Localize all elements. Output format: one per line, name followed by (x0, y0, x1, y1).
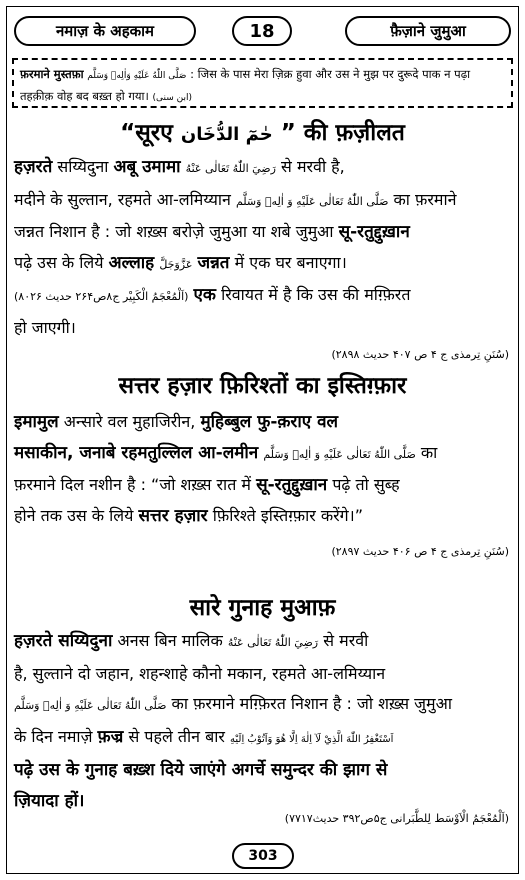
s2-line2 (14, 438, 511, 471)
s1-l1-text1: सय्यिदुना (57, 157, 109, 176)
s1-l5-text: रिवायत में है कि उस की मग़्फ़िरत (221, 285, 411, 304)
s2-l2-arabic: صَلَّى اللّٰهُ تَعَالٰى عَلَيْهِ وَ اٰلِهٖ وَسَلَّم (263, 447, 416, 461)
hadith-notice-box (12, 58, 513, 108)
section1-heading-pre: “सूरए (120, 120, 173, 146)
s1-l4-arabic: عَزَّوَجَلَّ (159, 257, 193, 271)
notice-source: (ابن سنی) (152, 93, 193, 103)
s3-l1-text2: से मरवी (323, 631, 369, 650)
s1-line4 (14, 248, 511, 281)
s2-l2-text: का (420, 442, 438, 462)
s1-l5-bold: एक (193, 285, 216, 305)
s3-l3-text: का फ़रमाने मग़्फ़िरत निशान है : जो शख़्स जुमुआ (171, 694, 452, 713)
s3-l1-arabic: رَضِيَ اللّٰهُ تَعَالٰى عَنْهُ (227, 636, 319, 649)
s2-l3-bold: सू-रतुद्दुख़ान (256, 475, 328, 495)
book-chapter-title: नमाज़ के अहकाम (14, 16, 196, 46)
s3-line5 (14, 755, 511, 786)
s3-line3 (14, 689, 511, 722)
s2-line1 (14, 407, 511, 438)
footer-page-number: 303 (232, 843, 294, 869)
s3-l3-arabic: صَلَّى اللّٰهُ تَعَالٰى عَلَيْهِ وَ اٰلِهٖ وَسَلَّم (14, 699, 167, 712)
s3-l4-bold: फ़ज्र (97, 726, 124, 747)
s1-l4-text1: पढ़े उस के लिये (14, 252, 104, 272)
s1-l3-text1: जन्नत निशान है : जो शख़्स बरोज़े जुमुआ या शबे जुमुआ (14, 222, 334, 241)
section1-heading (0, 115, 525, 147)
section2-heading: सत्तर हज़ार फ़िरिश्तों का इस्तिग़्फ़ार (118, 373, 407, 399)
s1-line5 (14, 280, 511, 313)
s3-l1-bold: हज़रते सय्यिदुना (14, 631, 113, 651)
section1-paragraph (14, 152, 511, 343)
section2-paragraph (14, 407, 511, 531)
section2-citation: (سُنَنِ تِرمذی ج ۴ ص ۴۰۶ حديث ۲۸۹۷) (331, 545, 509, 558)
s3-l4-arabic: اَسْتَغْفِرُ اللّٰهَ الَّذِيْ لَآ اِلٰهَ اِلَّا هُوَ وَاَتُوْبُ اِلَيْهِ (230, 733, 394, 745)
s1-l1-text2: से मरवी है, (281, 157, 345, 176)
s2-l2-bold: मसाकीन, जनाबे रहमतुल्लिल आ-लमीन (14, 442, 259, 463)
s3-l5-bold: पढ़े उस के गुनाह बख़्श दिये जाएंगे अगर्चे समुन्दर की झाग से (14, 760, 388, 780)
s2-l3-text2: पढ़े तो सुब्ह (332, 475, 400, 494)
header-page-number: 18 (232, 16, 292, 46)
s2-l4-text2: फ़िरिश्ते इस्तिग़्फ़ार करेंगे।” (212, 505, 364, 525)
notice-text: : जिस के पास मेरा ज़िक्र हुवा और उस ने मुझ पर दुरूदे पाक न पढ़ा तहक़ीक़ वोह बद बख़्त हो गया। (20, 67, 471, 103)
s2-l4-text1: होने तक उस के लिये (14, 505, 134, 525)
s3-line2 (14, 659, 511, 690)
section3-heading: सारे गुनाह मुआफ़ (189, 595, 336, 621)
s2-line3 (14, 470, 511, 501)
s3-l2-text: है, सुल्ताने दो जहान, शहन्शाहे कौनो मकान, रहमते आ-लमिय्यान (14, 663, 386, 683)
s1-l2-text1: मदीने के सुल्तान, रहमते आ-लमिय्यान (14, 189, 231, 209)
s3-l4-text2: से पहले तीन बार (128, 726, 225, 746)
s3-l1-text1: अनस बिन मालिक (117, 631, 223, 650)
s1-line2 (14, 185, 511, 218)
s2-l1-bold2: मुहिब्बुल फु-क़राए वल (200, 412, 339, 432)
s3-line1 (14, 626, 511, 659)
s1-l2-arabic: صَلَّى اللّٰهُ تَعَالٰى عَلَيْهِ وَ اٰلِهٖ وَسَلَّم (235, 194, 389, 208)
s3-l4-text1: के दिन नमाज़े (14, 726, 93, 746)
s1-l3-bold: सू-रतुद्दुख़ान (338, 222, 410, 242)
s1-l1-arabic: رَضِيَ اللّٰهُ تَعَالٰى عَنْهُ (185, 162, 276, 175)
section1-citation: (سُنَنِ تِرمذی ج ۴ ص ۴۰۷ حديث ۲۸۹۸) (331, 348, 509, 361)
s1-l4-bold2: जन्नत (197, 252, 230, 273)
s1-line3 (14, 217, 511, 248)
s2-l1-text1: अन्सारे वल मुहाजिरीन, (63, 412, 196, 431)
s2-l3-text1: फ़रमाने दिल नशीन है : “जो शख़्स रात में (14, 475, 251, 494)
section3-citation: (اَلْمُعْجَمُ الْاَوْسَط لِلطَّبَرانی ج۵ص۳۹۲ حديث۷۷۱۷) (284, 812, 509, 825)
s1-l5-citation: (اَلْمُعْجَمُ الْكَبِيْر ج۸ص۲۶۴ حديث ۸۰۲۶) (14, 290, 189, 303)
s1-l1-bold1: हज़रते (14, 157, 53, 177)
s2-line4 (14, 501, 511, 532)
section1-heading-post: ” की फ़ज़ीलत (280, 120, 405, 146)
s1-line6 (14, 313, 511, 344)
s2-l4-bold: सत्तर हज़ार (138, 505, 208, 526)
s3-line4 (14, 722, 511, 756)
s1-l2-text2: का फ़रमाने (393, 189, 457, 209)
s1-l1-bold2: अबू उमामा (113, 157, 181, 177)
s2-l1-bold1: इमामुल (14, 412, 59, 432)
section3-paragraph (14, 626, 511, 816)
notice-salawat: صَلَّى اللّٰهُ عَلَيْهِ وَاٰلِهٖ وَسَلَّم (87, 71, 187, 81)
s3-l6-bold: ज़ियादा हों। (14, 790, 85, 811)
s1-l4-text2: में एक घर बनाएगा। (234, 252, 347, 272)
s1-l6-text: हो जाएगी। (14, 317, 76, 337)
page-header (10, 10, 515, 48)
book-title: फ़ैज़ाने जुमुआ (345, 16, 511, 46)
s1-line1 (14, 152, 511, 185)
section1-heading-arabic: حٰمٓ الدُّخَان (180, 124, 273, 145)
notice-label: फ़रमाने मुस्तफ़ा (20, 67, 84, 81)
s1-l4-bold1: अल्लाह (108, 252, 155, 273)
